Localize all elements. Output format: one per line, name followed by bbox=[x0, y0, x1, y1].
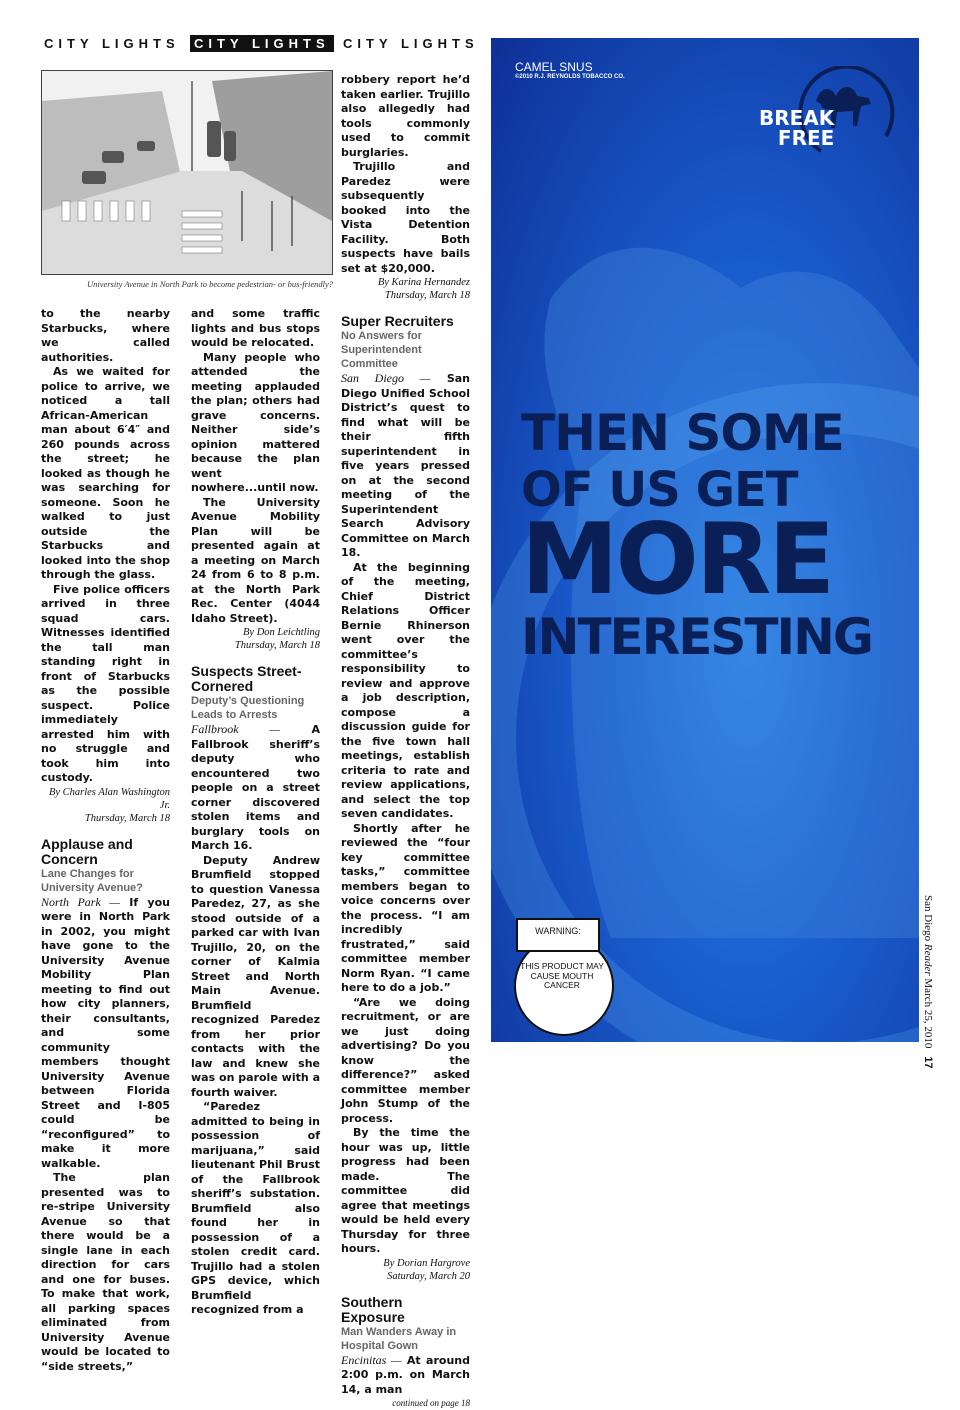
brand-name: CAMEL SNUS bbox=[515, 60, 593, 74]
paragraph: “Are we doing recruitment, or are we just doing advertising? Do you know the difference?” asked committee member John Stump of the process. bbox=[341, 995, 470, 1125]
column-2 bbox=[191, 307, 320, 1318]
dateline: North Park — bbox=[41, 894, 120, 909]
paragraph: Shortly after he reviewed the “four key committee tasks,” committee members began to voice concerns over the process. “I am incredibly frustrated,” said committee member Norm Ryan. “I came here to do a job.” bbox=[341, 821, 470, 994]
folio bbox=[922, 895, 936, 1069]
headline-line-1: THEN SOME bbox=[521, 404, 844, 462]
paragraph bbox=[41, 895, 170, 1172]
logo-word-free: FREE bbox=[777, 126, 835, 150]
paragraph: At the beginning of the meeting, Chief District Relations Officer Bernie Rhinerson went over the committee’s responsibility to review and approve a job description, compose a discussion guide for the five town hall meetings, establish criteria to rate and review applications, and select the top seven candidates. bbox=[341, 560, 470, 820]
dateline-date: Thursday, March 18 bbox=[84, 812, 170, 824]
article-headline: Super Recruiters bbox=[341, 313, 454, 329]
paragraph-text: San Diego Unified School District’s quest to find what will be their fifth superintendent in five years pressed on at the second meeting of the Superintendent Search Advisory Committee on March 18. bbox=[341, 372, 470, 559]
article-subhead: No Answers for Superintendent Committee bbox=[341, 330, 422, 370]
headline-line-4: INTERESTING bbox=[521, 608, 872, 666]
article-subhead: Lane Changes for University Avenue? bbox=[41, 867, 143, 894]
paragraph-text: At around 2:00 p.m. on March 14, a man bbox=[341, 1353, 471, 1396]
paragraph bbox=[341, 1353, 470, 1398]
section-header-center: CITY LIGHTS bbox=[190, 35, 334, 52]
article-headline: Applause and Concern bbox=[41, 835, 133, 867]
paragraph-text: A Fallbrook sheriff’s deputy who encountered two people on a street corner discovered stolen items and burglary tools on March 16. bbox=[191, 723, 320, 852]
byline: By Karina Hernandez bbox=[377, 277, 470, 288]
article-subhead: Deputy’s Questioning Leads to Arrests bbox=[191, 695, 305, 721]
byline: By Dorian Hargrove bbox=[383, 1257, 470, 1269]
paragraph-text: If you were in North Park in 2002, you might have gone to the University Avenue Mobility Plan meeting to find out how city planners, their consultants, and some community members thought University Avenue between Florida Street and I-805 could be “reconfigured” to make it more walkable. bbox=[41, 895, 170, 1170]
warning-label: WARNING: bbox=[516, 918, 600, 952]
camel-snus-ad bbox=[491, 38, 919, 1042]
article-subhead: Man Wanders Away in Hospital Gown bbox=[341, 1325, 457, 1352]
dateline: San Diego — bbox=[341, 371, 431, 385]
paragraph: “Paredez admitted to being in possession of marijuana,” said lieutenant Phil Brust of the Fallbrook sheriff’s substation. Brumfield also found her in possession of a stolen credit card. Trujillo had a stolen GPS device, which Brumfield recognized from a bbox=[191, 1100, 320, 1316]
paragraph: Trujillo and Paredez were subsequently booked into the Vista Detention Facility. Both suspects have bails set at $20,000. bbox=[341, 160, 470, 275]
article-headline: Suspects Street-Cornered bbox=[191, 663, 302, 694]
paragraph: to the nearby Starbucks, where we called authorities. bbox=[41, 307, 170, 364]
copyright-line: ©2010 R.J. REYNOLDS TOBACCO CO. bbox=[515, 74, 625, 80]
headline-line-2: OF US GET bbox=[521, 462, 798, 518]
paragraph: Five police officers arrived in three squad cars. Witnesses identified the tall man standing right in front of Starbucks as the possible suspect. Police immediately arrested him with no struggle and took him into custody. bbox=[41, 582, 170, 784]
logo-word-break: BREAK bbox=[759, 106, 835, 130]
dateline-date: Saturday, March 20 bbox=[387, 1270, 470, 1282]
street-sketch-photo bbox=[41, 70, 333, 275]
column-1 bbox=[41, 307, 170, 1374]
paragraph: Deputy Andrew Brumfield stopped to question Vanessa Paredez, 27, as she stood outside of a parked car with Ivan Trujillo, 20, on the corner of Kalmia Street and North Main Avenue. Brumfield recognized Paredez from her prior contacts with the law and knew she was on parole with a fourth waiver. bbox=[191, 853, 320, 1099]
page-number: 17 bbox=[922, 1056, 934, 1069]
folio-date: March 25, 2010 bbox=[922, 975, 934, 1049]
section-header-left: CITY LIGHTS bbox=[44, 36, 180, 51]
paragraph: robbery report he’d taken earlier. Trujillo also allegedly had tools commonly used to commit burglaries. bbox=[341, 73, 470, 159]
warning-text: THIS PRODUCT MAY CAUSE MOUTH CANCER bbox=[520, 961, 604, 990]
paragraph: The University Avenue Mobility Plan will be presented again at a meeting on March 24 from 6 to 8 p.m. at the North Park Rec. Center (4044 Idaho Street). bbox=[191, 495, 320, 625]
folio-pub-name: Reader bbox=[922, 943, 934, 976]
dateline-date: Thursday, March 18 bbox=[384, 290, 470, 301]
paragraph: The plan presented was to re-stripe University Avenue so that there would be a single lane in each direction for cars and one for buses. To make that work, all parking spaces eliminated from University Avenue would be located to “side streets,” bbox=[41, 1171, 170, 1373]
paragraph: By the time the hour was up, little progress had been made. The committee did agree that meetings would be held every Thursday for three hours. bbox=[341, 1126, 470, 1255]
continued-note: continued on page 18 bbox=[392, 1398, 470, 1408]
dateline: Encinitas — bbox=[341, 1352, 402, 1367]
headline-line-3: MORE bbox=[521, 503, 833, 617]
folio-pub-prefix: San Diego bbox=[922, 895, 934, 944]
dateline: Fallbrook — bbox=[191, 722, 280, 736]
dateline-date: Thursday, March 18 bbox=[234, 640, 320, 651]
column-3 bbox=[341, 73, 470, 1410]
article-headline: Southern Exposure bbox=[341, 1293, 405, 1325]
byline: By Charles Alan Washington Jr. bbox=[48, 786, 170, 811]
photo-caption: University Avenue in North Park to become pedestrian- or bus-friendly? bbox=[86, 279, 333, 289]
paragraph: and some traffic lights and bus stops would be relocated. bbox=[191, 307, 320, 349]
break-free-logo bbox=[759, 108, 834, 148]
paragraph: As we waited for police to arrive, we noticed a tall African-American man about 6′4″ and 260 pounds across the street; he looked as though he was searching for someone. Soon he walked to just outside the Starbucks and looked into the shop through the glass. bbox=[41, 365, 170, 581]
section-header-right: CITY LIGHTS bbox=[343, 36, 479, 51]
paragraph bbox=[341, 371, 470, 561]
paragraph: Many people who attended the meeting applauded the plan; others had grave concerns. Neither side’s opinion mattered because the plan went nowhere...until now. bbox=[191, 350, 320, 494]
paragraph bbox=[191, 722, 320, 854]
byline: By Don Leichtling bbox=[243, 627, 320, 638]
